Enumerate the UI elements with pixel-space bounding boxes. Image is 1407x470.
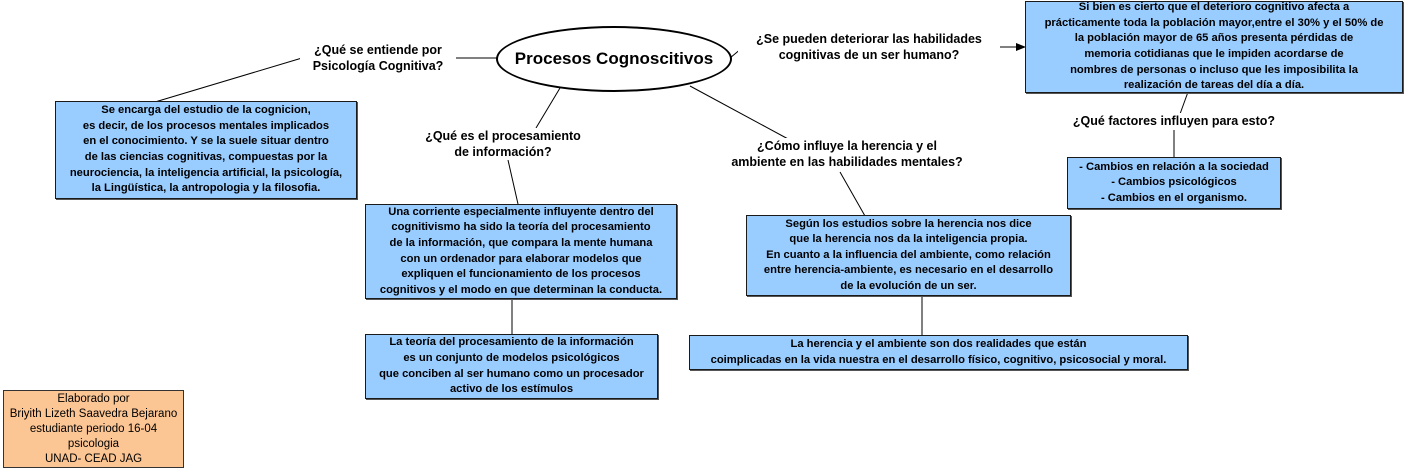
link-central-q2	[536, 88, 560, 128]
box-deterioro-cognitivo: Si bien es cierto que el deterioro cognitivo afecta a prácticamente toda la población mayor,entre el 30% y el 50% de la población mayor de 65 años presenta pérdidas de memoria cotidianas que le impiden acordarse de nombres de personas o incluso que les imposibilita la realización de tareas del día a día.	[1025, 1, 1403, 93]
link-central-q3	[690, 86, 790, 140]
central-topic-label: Procesos Cognoscitivos	[514, 49, 714, 68]
central-topic	[496, 26, 732, 92]
box-teoria-procesamiento: La teoría del procesamiento de la información es un conjunto de modelos psicológicos que conciben al ser humano como un procesador activo de los estímulos	[365, 334, 658, 399]
link-deterioro-q5	[1180, 92, 1188, 114]
question-deterioro-habilidades: ¿Se pueden deteriorar las habilidades cognitivas de un ser humano?	[738, 31, 1000, 63]
box-herencia-ambiente: Según los estudios sobre la herencia nos dice que la herencia nos da la inteligencia propia. En cuanto a la influencia del ambiente, como relación entre herencia-ambiente, es necesario en el desarrollo de la evolución de un ser.	[746, 215, 1071, 296]
link-q2-procesamiento	[508, 160, 518, 204]
box-procesamiento-informacion: Una corriente especialmente influyente dentro del cognitivismo ha sido la teoría del procesamiento de la información, que compara la mente humana con un ordenador para elaborar modelos que expliquen el funcionamiento de los procesos cognitivos y el modo en que determinan la conducta.	[365, 204, 677, 299]
link-q3-herencia	[840, 172, 865, 216]
box-realidades-coimplicadas: La herencia y el ambiente son dos realidades que están coimplicadas en la vida nuestra en el desarrollo físico, cognitivo, psicosocial y moral.	[689, 335, 1188, 370]
question-herencia-ambiente: ¿Cómo influye la herencia y el ambiente en las habilidades mentales?	[712, 138, 982, 170]
question-psicologia-cognitiva: ¿Qué se entiende por Psicología Cognitiva?	[300, 42, 456, 74]
credit-box: Elaborado por Briyith Lizeth Saavedra Bejarano estudiante periodo 16-04 psicologia UNAD- CEAD JAG	[3, 390, 184, 468]
box-psicologia-cognitiva: Se encarga del estudio de la cognicion, es decir, de los procesos mentales implicados en el conocimiento. Y se la suele situar dentro de las ciencias cognitivas, compuestas por la neurociencia, la inteligencia artificial, la psicología, la Lingüística, la antropologia y la filosofia.	[55, 101, 357, 199]
link-q1-psicologia	[155, 58, 302, 102]
box-factores: - Cambios en relación a la sociedad - Cambios psicológicos - Cambios en el organismo.	[1067, 157, 1281, 209]
question-procesamiento-informacion: ¿Qué es el procesamiento de información?	[410, 128, 596, 160]
question-factores: ¿Qué factores influyen para esto?	[1052, 113, 1296, 129]
